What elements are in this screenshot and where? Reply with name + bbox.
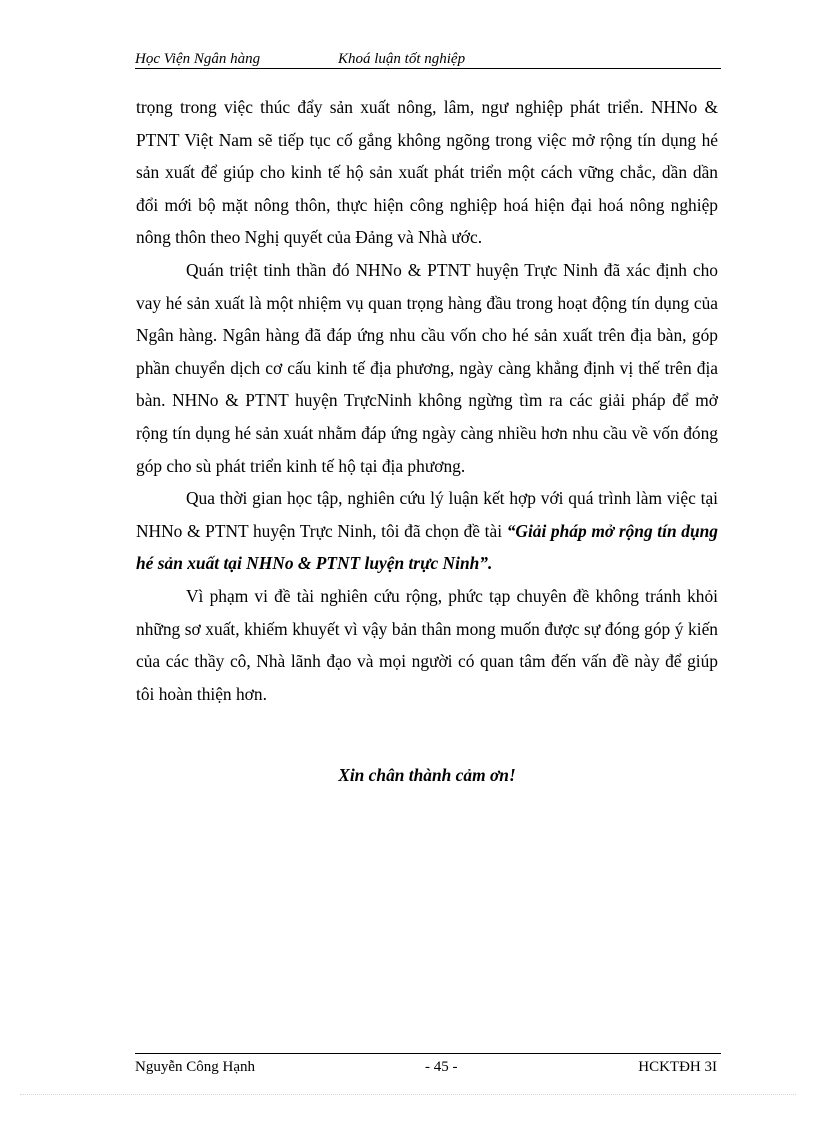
main-body xyxy=(136,91,718,710)
paragraph-3-lead: Qua thời gian học tập, nghiên cứu lý luận kết hợp với quá trình làm việc tại NHNo & PTNT huyện Trực Ninh, tôi đã chọn đề tài xyxy=(136,488,718,541)
page-footer xyxy=(135,1053,721,1075)
closing-thanks: Xin chân thành cảm ơn! xyxy=(338,765,516,785)
paragraph-3 xyxy=(136,482,718,580)
header-doc-type: Khoá luận tốt nghiệp xyxy=(338,51,466,67)
paragraph-1: trọng trong việc thúc đẩy sản xuất nông, lâm, ngư nghiệp phát triển. NHNo & PTNT Việt Nam sẽ tiếp tục cố gắng không ngõng trong việc mở rộng tín dụng hé sản xuất để giúp cho kinh tế hộ sản xuất phát triển một cách vững chắc, dần dần đổi mới bộ mặt nông thôn, thực hiện công nghiệp hoá hiện đại hoá nông nghiệp nông thôn theo Nghị quyết của Đảng và Nhà ước. xyxy=(136,97,718,248)
paragraph-4: Vì phạm vi đề tài nghiên cứu rộng, phức tạp chuyên đề không tránh khỏi những sơ xuất, khiếm khuyết vì vậy bản thân mong muốn được sự đóng góp ý kiến của các thầy cô, Nhà lãnh đạo và mọi người có quan tâm đến vấn đề này để giúp tôi hoàn thiện hơn. xyxy=(136,585,718,704)
thesis-title: “Giải pháp mở rộng tín dụng hé sản xuất tại NHNo & PTNT luyện trực Ninh”. xyxy=(136,520,718,574)
paragraph-2: Quán triệt tinh thần đó NHNo & PTNT huyện Trực Ninh đã xác định cho vay hé sản xuất là một nhiệm vụ quan trọng hàng đầu trong hoạt động tín dụng của Ngân hàng. Ngân hàng đã đáp ứng nhu cầu vốn cho hé sản xuất trên địa bàn, góp phần chuyển dịch cơ cấu kinh tế địa phương, ngày càng khẳng định vị thế trên địa bàn. NHNo & PTNT huyện TrựcNinh không ngừng tìm ra các giải pháp để mở rộng tín dụng hé sản xuát nhằm đáp ứng ngày càng nhiều hơn nhu cầu về vốn đóng góp cho sù phát triển kinh tế hộ tại địa phương. xyxy=(136,259,718,476)
footer-page-number: - 45 - xyxy=(425,1059,458,1075)
page-header xyxy=(135,50,721,69)
page-bottom-divider xyxy=(20,1094,796,1095)
footer-author: Nguyễn Công Hạnh xyxy=(135,1059,255,1075)
header-institution: Học Viện Ngân hàng xyxy=(135,51,261,67)
footer-class-code: HCKTĐH 3I xyxy=(638,1059,717,1075)
